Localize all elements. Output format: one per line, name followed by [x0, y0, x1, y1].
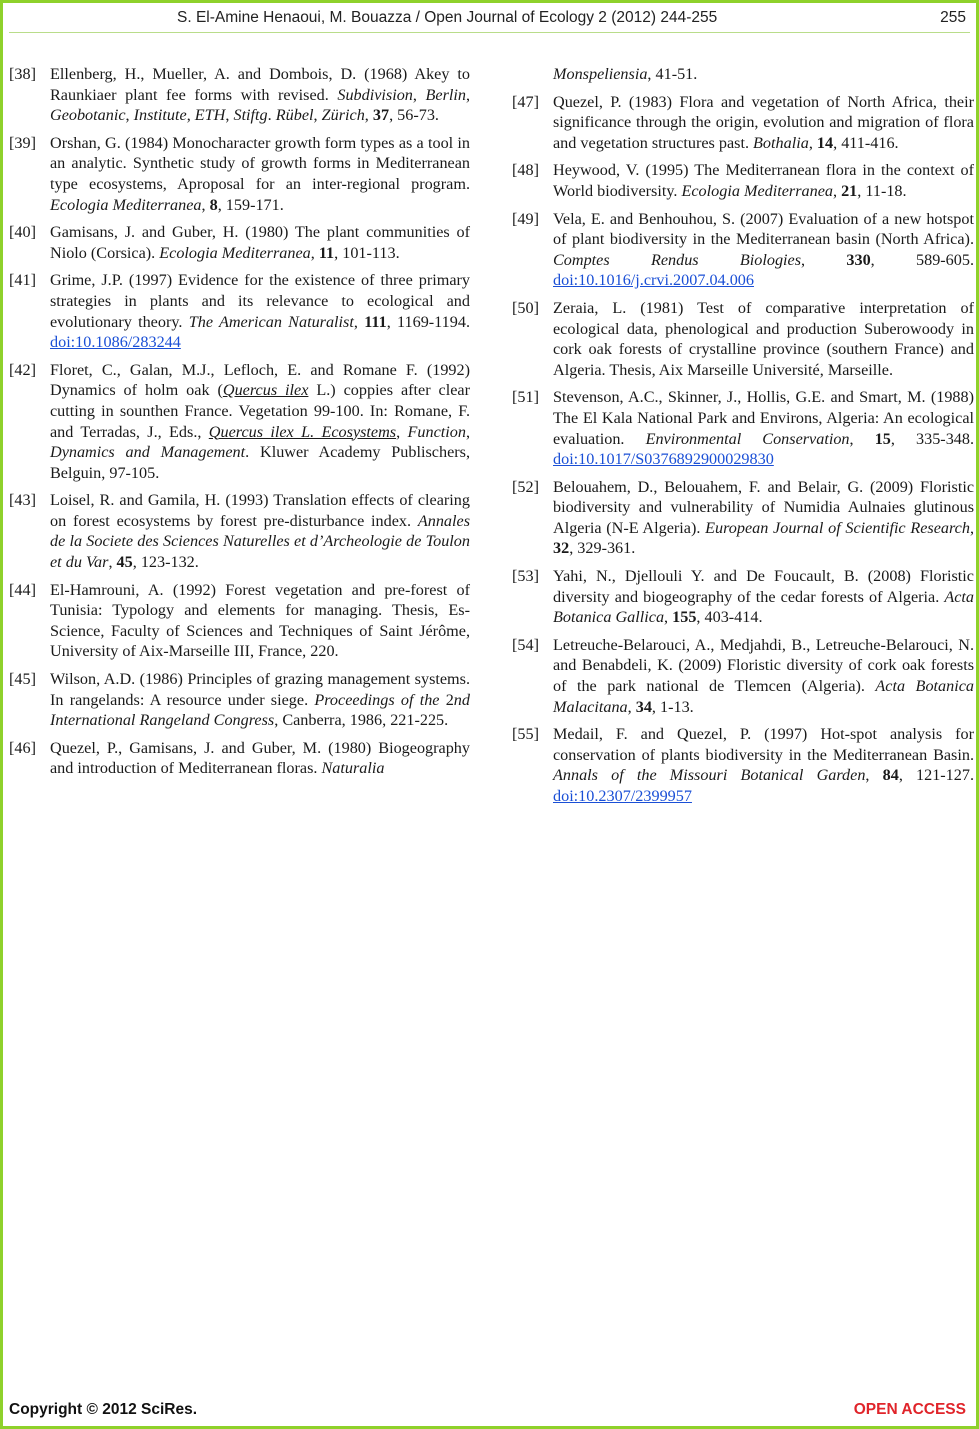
reference-entry — [512, 635, 974, 717]
reference-text: Ellenberg, H., Mueller, A. and Dombois, D. (1968) Akey to Raunkiaer plant fee forms with revised. Subdivision, Berlin, Geobotanic, Institute, ETH, Stiftg. Rübel, Zürich, 37, 56-73. — [50, 65, 471, 125]
reference-number: [52] — [512, 477, 539, 496]
reference-text: Medail, F. and Quezel, P. (1997) Hot-spot analysis for conservation of plants biodiversity in the Mediterranean Basin. Annals of the Missouri Botanical Garden, 84, 121-127. doi:10.2307/2399957 — [553, 725, 975, 805]
reference-entry — [9, 360, 470, 484]
reference-number: [54] — [512, 635, 539, 654]
volume-number: 14 — [816, 133, 834, 152]
reference-text: Gamisans, J. and Guber, H. (1980) The plant communities of Niolo (Corsica). Ecologia Mediterranea, 11, 101-113. — [50, 223, 470, 262]
reference-entry — [512, 160, 974, 201]
italic-text: Annales de la Societe des Sciences Naturelles et d’Archeologie de Toulon et du Var — [50, 511, 470, 572]
header-rule — [9, 32, 970, 33]
running-head: S. El-Amine Henaoui, M. Bouazza / Open Journal of Ecology 2 (2012) 244-255 — [177, 9, 718, 26]
reference-text: Quezel, P., Gamisans, J. and Guber, M. (1980) Biogeography and introduction of Mediterranean floras. Naturalia — [50, 738, 470, 778]
reference-number: [44] — [9, 580, 36, 599]
reference-text: El-Hamrouni, A. (1992) Forest vegetation and pre-forest of Tunisia: Typology and elements for managing. Thesis, Es-Science, Faculty of Sciences and Techniques of Saint Jérôme, University of Aix-Marseille III, France, 220. — [50, 580, 470, 661]
reference-entry — [512, 387, 974, 469]
reference-number: [41] — [9, 271, 36, 290]
reference-number: [47] — [512, 92, 539, 111]
reference-text: Yahi, N., Djellouli Y. and De Foucault, B. (2008) Floristic diversity and biogeography of the cedar forests of Algeria. Acta Botanica Gallica, 155, 403-414. — [553, 567, 974, 627]
reference-number: [39] — [9, 133, 36, 152]
reference-entry — [512, 724, 974, 806]
doi-link[interactable]: doi:10.2307/2399957 — [553, 787, 692, 805]
volume-number: 84 — [882, 766, 899, 785]
doi-link[interactable]: doi:10.1016/j.crvi.2007.04.006 — [553, 271, 754, 290]
reference-text: Orshan, G. (1984) Monocharacter growth form types as a tool in an analytic. Synthetic study of growth forms in Mediterranean type ecosystems, Aproposal for an inter-regional program. Ecologia Mediterranea, 8, 159-171. — [50, 133, 470, 214]
italic-text: Ecologia Mediterranea — [50, 195, 202, 214]
reference-text: Grime, J.P. (1997) Evidence for the existence of three primary strategies in plants and its relevance to ecological and evolutionary theory. The American Naturalist, 111, 1169-1194. doi:10.1086/283244 — [50, 271, 470, 352]
reference-entry — [9, 580, 470, 662]
reference-number: [38] — [9, 65, 36, 83]
italic-text: nd International Rangeland Congress — [50, 690, 470, 730]
reference-text: Heywood, V. (1995) The Mediterranean flora in the context of World biodiversity. Ecologia Mediterranea, 21, 11-18. — [553, 161, 974, 200]
italic-text: The American Naturalist — [188, 312, 354, 331]
reference-text: Zeraia, L. (1981) Test of comparative interpretation of ecological data, phenological and production Suberowoody in cork oak forests of crystalline province (southern France) and Algeria. Thesis, Aix Marseille Université, Marseille. — [553, 298, 974, 379]
volume-number: 21 — [841, 181, 858, 200]
reference-text: Wilson, A.D. (1986) Principles of grazing management systems. In rangelands: A resource under siege. Proceedings of the 2nd International Rangeland Congress, Canberra, 1986, 221-225. — [50, 670, 470, 730]
doi-link[interactable]: doi:10.1086/283244 — [50, 333, 181, 352]
italic-text: European Journal of Scientific Research — [705, 518, 970, 537]
reference-text: Letreuche-Belarouci, A., Medjahdi, B., Letreuche-Belarouci, N. and Benabdeli, K. (2009) Floristic diversity of cork oak forests of the park national de Tlemcen (Algeria). Acta Botanica Malacitana, 34, 1-13. — [553, 635, 974, 716]
doi-link[interactable]: doi:10.1017/S0376892900029830 — [553, 450, 774, 469]
reference-entry — [9, 738, 470, 779]
reference-text: Stevenson, A.C., Skinner, J., Hollis, G.E. and Smart, M. (1988) The El Kala National Park and Environs, Algeria: An ecological evaluation. Environmental Conservation, 15, 335-348. doi:10.1017/S0376892900029830 — [553, 388, 975, 469]
reference-entry — [512, 92, 974, 154]
reference-text: Belouahem, D., Belouahem, F. and Belair, G. (2009) Floristic biodiversity and vulnerability of Numidia Aulnaies glutinous Algeria (N-E Algeria). European Journal of Scientific Research, 32, 329-361. — [553, 477, 974, 558]
volume-number: 37 — [372, 106, 390, 125]
italic-text: Comptes Rendus Biologies — [553, 250, 802, 269]
reference-number: [49] — [512, 209, 539, 228]
italic-text: Naturalia — [321, 759, 385, 778]
italic-text: Dynamics and Management — [50, 443, 246, 462]
italic-text: Geobotanic — [50, 106, 126, 125]
reference-entry — [9, 222, 470, 263]
volume-number: 34 — [635, 697, 652, 716]
page-header — [3, 9, 976, 29]
volume-number: 32 — [553, 539, 570, 558]
reference-number: [43] — [9, 491, 36, 510]
reference-number: [40] — [9, 223, 36, 242]
volume-number: 155 — [672, 608, 697, 627]
italic-text: Zürich — [321, 106, 365, 125]
volume-number: 45 — [116, 553, 133, 572]
reference-text: Vela, E. and Benhouhou, S. (2007) Evaluation of a new hotspot of plant biodiversity in the Mediterranean basin (North Africa). Comptes Rendus Biologies, 330, 589-605. doi:10.1016/j.crvi.2007.04.006 — [553, 209, 975, 290]
italic-underlined-text: Quercus ilex — [222, 381, 309, 400]
italic-text: Proceedings of the — [314, 690, 446, 709]
italic-text: Function — [407, 422, 466, 441]
volume-number: 8 — [209, 195, 218, 214]
italic-text: Berlin — [425, 85, 466, 104]
italic-underlined-text: Quercus ilex L. Ecosystems — [208, 422, 397, 441]
references-left-column — [9, 64, 470, 786]
reference-number: [50] — [512, 298, 539, 317]
italic-text: Acta Botanica Malacitana — [553, 677, 974, 716]
page-number: 255 — [940, 9, 966, 26]
reference-text: Monspeliensia, 41-51. — [553, 65, 698, 83]
references-right-column — [512, 64, 974, 814]
reference-entry — [9, 270, 470, 352]
reference-number: [46] — [9, 738, 36, 757]
reference-entry — [9, 490, 470, 572]
volume-number: 11 — [318, 243, 335, 262]
italic-text: Rübel — [275, 106, 314, 125]
italic-text: Institute — [133, 106, 187, 125]
reference-text: Quezel, P. (1983) Flora and vegetation of North Africa, their significance through the origin, evolution and migration of flora and vegetation structures past. Bothalia, 14, 411-416. — [553, 92, 974, 152]
volume-number: 111 — [364, 312, 387, 331]
page-footer — [3, 1399, 976, 1419]
italic-text: Ecologia Mediterranea — [681, 181, 833, 200]
italic-text: Subdivision — [337, 85, 413, 104]
open-access-label: OPEN ACCESS — [853, 1401, 966, 1418]
copyright-notice: Copyright © 2012 SciRes. — [9, 1401, 198, 1418]
reference-entry — [512, 209, 974, 291]
reference-number: [42] — [9, 360, 36, 379]
reference-number: [55] — [512, 725, 539, 744]
reference-entry — [9, 669, 470, 731]
italic-text: Bothalia — [753, 133, 809, 152]
reference-number: [53] — [512, 567, 539, 586]
italic-text: Stiftg — [233, 106, 268, 125]
reference-entry — [512, 298, 974, 380]
reference-entry — [512, 566, 974, 628]
reference-continuation — [512, 64, 974, 85]
reference-entry — [9, 64, 470, 126]
italic-text: Environmental Conservation — [645, 429, 850, 448]
italic-text: Acta Botanica Gallica — [553, 587, 974, 627]
volume-number: 330 — [846, 250, 871, 269]
reference-entry — [512, 477, 974, 559]
reference-number: [45] — [9, 670, 36, 689]
reference-text: Floret, C., Galan, M.J., Lefloch, E. and Romane F. (1992) Dynamics of holm oak (Quercus ilex L.) coppies after clear cutting in sounthen France. Vegetation 99-100. In: Romane, F. and Terradas, J., Eds., Quercus ilex L. Ecosystems, Function, Dynamics and Management. Kluwer Academy Publischers, Belguin, 97-105. — [50, 360, 471, 482]
reference-text: Loisel, R. and Gamila, H. (1993) Translation effects of clearing on forest ecosystems by forest pre-disturbance index. Annales de la Societe des Sciences Naturelles et d’Archeologie de Toulon et du Var, 45, 123-132. — [50, 491, 470, 572]
italic-text: ETH — [194, 106, 226, 125]
italic-text: Annals of the Missouri Botanical Garden — [553, 766, 866, 785]
reference-number: [48] — [512, 161, 539, 180]
reference-entry — [9, 133, 470, 215]
reference-number: [51] — [512, 388, 539, 407]
italic-text: Ecologia Mediterranea — [159, 243, 311, 262]
italic-text: Monspeliensia — [553, 65, 648, 83]
volume-number: 15 — [874, 429, 891, 448]
